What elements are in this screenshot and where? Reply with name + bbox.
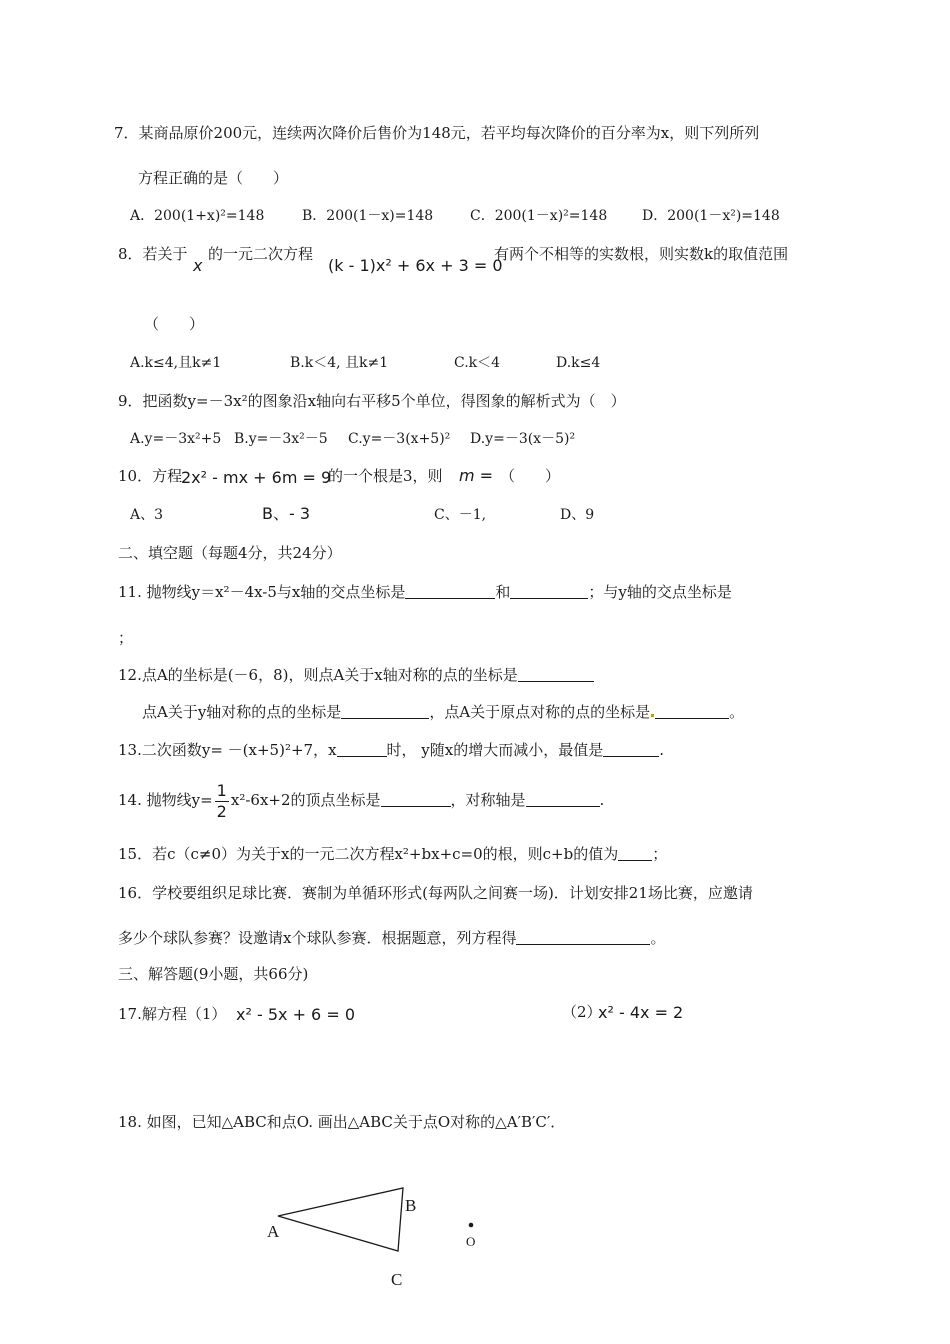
label-a: A bbox=[267, 1222, 280, 1241]
q9-option-a: A.y=－3x²+5 bbox=[130, 431, 222, 447]
q7-option-d: D．200(1－x²)=148 bbox=[642, 208, 780, 224]
q9-option-d: D.y=－3(x－5)² bbox=[470, 431, 576, 447]
q16-line1: 16．学校要组织足球比赛．赛制为单循环形式(每两队之间赛一场)．计划安排21场比赛，应邀请 bbox=[118, 884, 753, 902]
q10-prefix: 10．方程 bbox=[118, 467, 183, 485]
q10-option-c: C、－1, bbox=[434, 507, 487, 523]
q11-tail: ；与y轴的交点坐标是 bbox=[588, 583, 732, 601]
q7-option-a: A．200(1+x)²=148 bbox=[130, 208, 265, 224]
q7-stem-line2: 方程正确的是（ ） bbox=[138, 169, 289, 187]
q8-option-d: D.k≤4 bbox=[556, 355, 601, 371]
q14-end: . bbox=[599, 791, 605, 809]
q14-mid: x²-6x+2的顶点坐标是 bbox=[230, 791, 381, 809]
q12-stem: 12.点A的坐标是(－6，8)，则点A关于x轴对称的点的坐标是 bbox=[118, 666, 518, 684]
q11-semicolon: ； bbox=[118, 629, 134, 647]
q12-y-axis-text: 点A关于y轴对称的点的坐标是 bbox=[142, 703, 342, 721]
q17-label-2: （2） bbox=[562, 1003, 602, 1021]
q12-origin-text: ，点A关于原点对称的点的坐标是 bbox=[429, 703, 651, 721]
q9-option-b: B.y=－3x²－5 bbox=[234, 431, 328, 447]
q13-mid: 时， y随x的增大而减小，最值是 bbox=[386, 741, 604, 759]
q12-end: 。 bbox=[729, 703, 745, 721]
q16-stem: 多少个球队参赛？设邀请x个球队参赛．根据题意，列方程得 bbox=[118, 929, 517, 947]
q11-and: 和 bbox=[495, 583, 511, 601]
section-2-heading: 二、填空题（每题4分，共24分） bbox=[118, 544, 342, 562]
label-c: C bbox=[391, 1270, 403, 1289]
q10-answer-paren: （ ） bbox=[500, 467, 561, 485]
q8-mid: 的一元二次方程 bbox=[208, 245, 314, 263]
q15-end: ； bbox=[652, 845, 668, 863]
q10-option-d: D、9 bbox=[560, 507, 595, 523]
q9-stem: 9．把函数y=－3x²的图象沿x轴向右平移5个单位，得图象的解析式为（ ） bbox=[118, 392, 626, 410]
label-b: B bbox=[405, 1196, 417, 1215]
q7-stem-line1: 7．某商品原价200元，连续两次降价后售价为148元，若平均每次降价的百分率为x，则下列所列 bbox=[114, 124, 760, 142]
q8-option-c: C.k＜4 bbox=[454, 355, 501, 371]
q8-option-a: A.k≤4,且k≠1 bbox=[130, 355, 222, 371]
q10-mid: 的一个根是3，则 bbox=[328, 467, 443, 485]
q8-prefix: 8．若关于 bbox=[118, 245, 188, 263]
q7-option-c: C．200(1－x)²=148 bbox=[470, 208, 608, 224]
q8-variable: x bbox=[193, 256, 203, 275]
q8-option-b: B.k＜4, 且k≠1 bbox=[290, 355, 389, 371]
q10-equation: 2x² - mx + 6m = 9 bbox=[181, 468, 332, 487]
q8-answer-paren: （ ） bbox=[144, 315, 205, 333]
q17-equation-1: x² - 5x + 6 = 0 bbox=[236, 1005, 355, 1024]
q18-stem: 18. 如图，已知△ABC和点O. 画出△ABC关于点O对称的△A′B′C′． bbox=[118, 1113, 566, 1131]
q17-label: 17.解方程（1） bbox=[118, 1005, 227, 1023]
section-3-heading: 三、解答题(9小题，共66分) bbox=[118, 965, 309, 983]
q16-end: 。 bbox=[650, 929, 666, 947]
label-o: O bbox=[466, 1234, 476, 1249]
q14-axis-text: ，对称轴是 bbox=[450, 791, 526, 809]
q11-stem: 11. 抛物线y＝x²－4x-5与x轴的交点坐标是 bbox=[118, 583, 406, 601]
q10-option-b: B、- 3 bbox=[262, 504, 311, 523]
q13-stem: 13.二次函数y= －(x+5)²+7，x bbox=[118, 741, 337, 759]
q7-option-b: B．200(1－x)=148 bbox=[302, 208, 434, 224]
q13-end: . bbox=[659, 741, 665, 759]
q10-option-a: A、3 bbox=[130, 507, 164, 523]
q10-variable: m = bbox=[459, 466, 494, 485]
q8-suffix: 有两个不相等的实数根，则实数k的取值范围 bbox=[494, 245, 789, 263]
triangle-abc bbox=[278, 1188, 403, 1251]
point-o bbox=[469, 1223, 474, 1228]
q14-fraction-numerator: 1 bbox=[216, 780, 227, 800]
q14-stem: 14. 抛物线y= bbox=[118, 791, 213, 809]
q14-fraction-denominator: 2 bbox=[216, 801, 227, 821]
q9-option-c: C.y=－3(x+5)² bbox=[348, 431, 451, 447]
q8-equation: (k - 1)x² + 6x + 3 = 0 bbox=[328, 256, 503, 275]
q15-stem: 15．若c（c≠0）为关于x的一元二次方程x²+bx+c=0的根，则c+b的值为 bbox=[118, 845, 619, 863]
q17-equation-2: x² - 4x = 2 bbox=[598, 1003, 684, 1022]
